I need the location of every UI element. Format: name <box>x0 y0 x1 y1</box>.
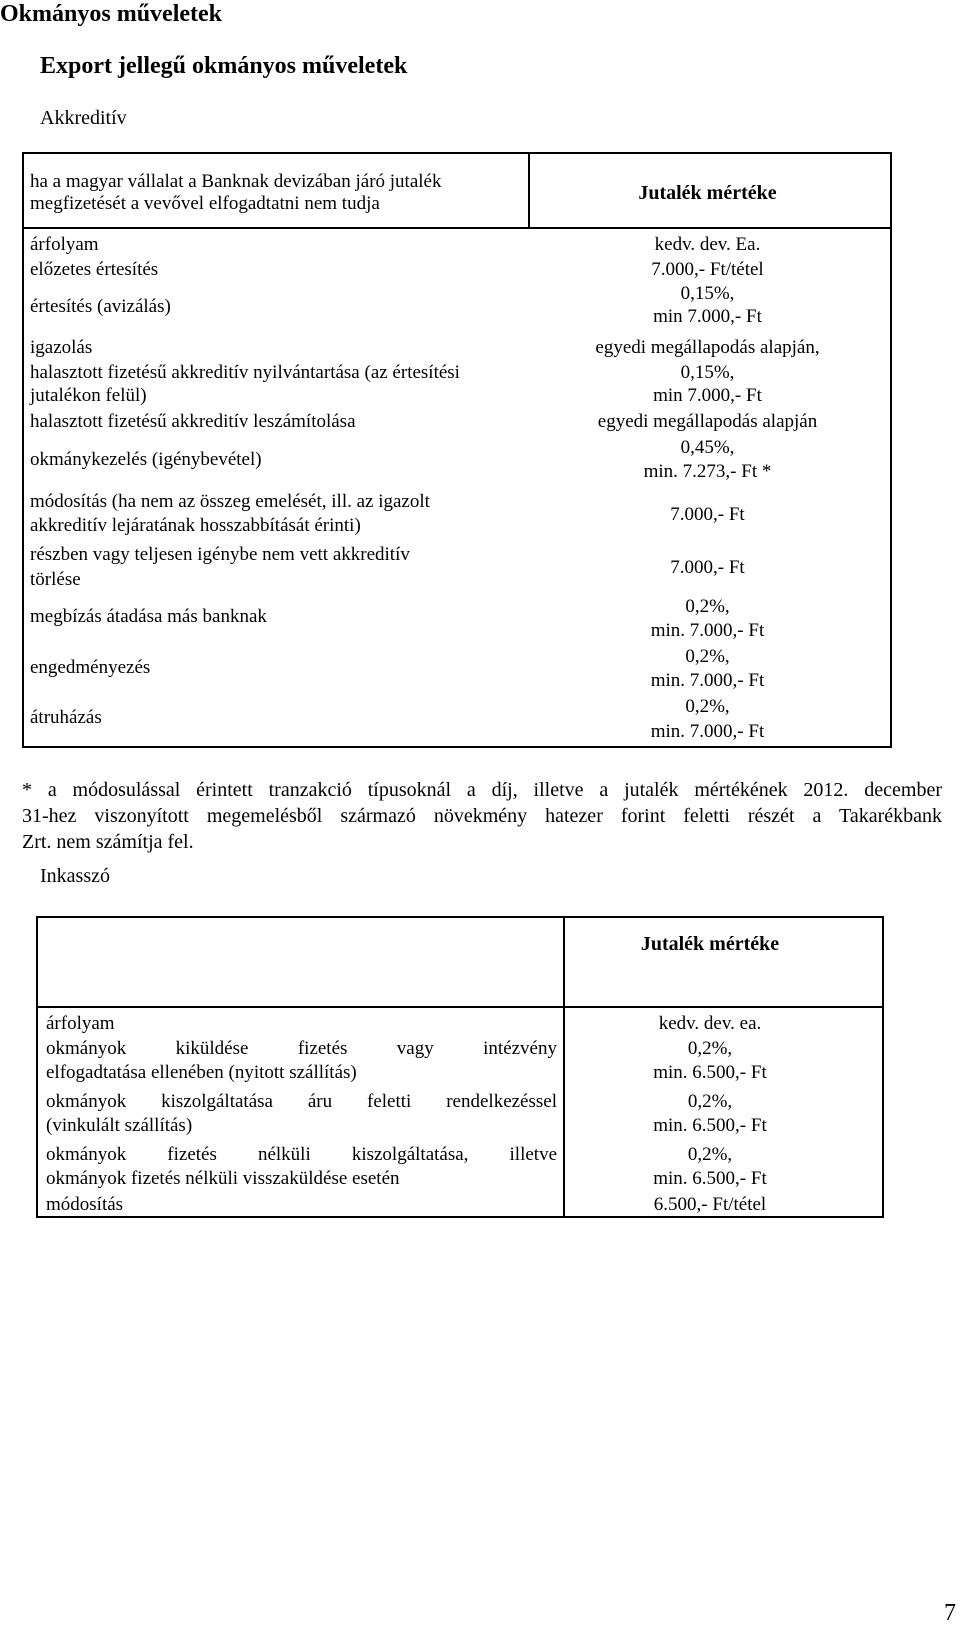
collection-column-divider <box>563 916 565 1218</box>
row-label: részben vagy teljesen igénybe nem vett akkreditív <box>30 544 410 565</box>
row-value: 7.000,- Ft <box>670 504 745 525</box>
row-value: 7.000,- Ft/tétel <box>651 259 764 280</box>
accreditive-header-left-line2: megfizetését a vevővel elfogadtatni nem tudja <box>30 193 380 214</box>
accreditive-header-divider <box>22 227 892 229</box>
row-label: engedményezés <box>30 657 151 678</box>
row-label: árfolyam <box>30 234 99 255</box>
accreditive-column-divider <box>528 152 530 229</box>
row-label: okmánykezelés (igénybevétel) <box>30 449 262 470</box>
accreditive-header-left-line1: ha a magyar vállalat a Banknak devizában járó jutalék <box>30 171 442 192</box>
row-value: 0,2%, <box>685 646 730 667</box>
row-label: módosítás (ha nem az összeg emelését, ill. az igazolt <box>30 491 430 512</box>
row-value: 0,2%, <box>685 696 730 717</box>
row-value: min. 6.500,- Ft <box>653 1168 767 1189</box>
row-value: min 7.000,- Ft <box>653 385 762 406</box>
row-label: igazolás <box>30 337 93 358</box>
row-label: jutalékon felül) <box>30 385 147 406</box>
row-value: egyedi megállapodás alapján <box>597 411 818 432</box>
collection-header-right: Jutalék mértéke <box>640 933 780 955</box>
accreditive-footnote <box>22 777 942 855</box>
row-value: 0,15%, <box>680 362 735 383</box>
footnote-line: 31-hez viszonyított megemelésből származó növekmény hatezer forint feletti részét a Takarékbank <box>22 805 942 827</box>
row-label: okmányok kiszolgáltatása áru feletti rendelkezéssel <box>46 1091 557 1112</box>
row-label: okmányok fizetés nélküli visszaküldése esetén <box>46 1168 400 1189</box>
row-value: min 7.000,- Ft <box>653 306 762 327</box>
row-label: akkreditív lejáratának hosszabbítását érinti) <box>30 515 361 536</box>
row-value: 0,2%, <box>687 1038 733 1059</box>
row-label: előzetes értesítés <box>30 259 159 280</box>
row-value: 0,2%, <box>687 1091 733 1112</box>
row-value: min. 7.000,- Ft <box>650 721 765 742</box>
row-value: 6.500,- Ft/tétel <box>653 1194 767 1215</box>
row-label: törlése <box>30 569 81 590</box>
row-value: kedv. dev. ea. <box>658 1013 762 1034</box>
row-label: megbízás átadása más banknak <box>30 606 267 627</box>
row-value: min. 6.500,- Ft <box>653 1115 767 1136</box>
page-number: 7 <box>944 1600 956 1626</box>
row-value: 0,15%, <box>680 283 735 304</box>
row-label: árfolyam <box>46 1013 115 1034</box>
row-label: okmányok kiküldése fizetés vagy intézvény <box>46 1038 557 1059</box>
footnote-line: * a módosulással érintett tranzakció típusoknál a díj, illetve a jutalék mértékének 2012. december <box>22 779 942 801</box>
row-value: min. 6.500,- Ft <box>653 1062 767 1083</box>
page-title: Okmányos műveletek <box>0 1 222 27</box>
row-label: elfogadtatása ellenében (nyitott szállítás) <box>46 1062 357 1083</box>
row-value: min. 7.273,- Ft * <box>643 461 772 482</box>
section-title: Export jellegű okmányos műveletek <box>40 53 408 79</box>
row-label: halasztott fizetésű akkreditív nyilvántartása (az értesítési <box>30 362 460 383</box>
accreditive-label: Akkreditív <box>40 107 127 129</box>
collection-label: Inkasszó <box>40 865 110 887</box>
row-value: egyedi megállapodás alapján, <box>595 337 820 358</box>
row-label: módosítás <box>46 1194 124 1215</box>
row-value: 0,2%, <box>685 596 730 617</box>
row-value: 0,45%, <box>680 437 735 458</box>
row-value: min. 7.000,- Ft <box>650 670 765 691</box>
row-value: kedv. dev. Ea. <box>654 234 761 255</box>
row-label: okmányok fizetés nélküli kiszolgáltatása, illetve <box>46 1144 557 1165</box>
collection-header-divider <box>36 1006 884 1008</box>
row-value: 0,2%, <box>687 1144 733 1165</box>
row-label: halasztott fizetésű akkreditív leszámítolása <box>30 411 356 432</box>
row-value: 7.000,- Ft <box>670 557 745 578</box>
footnote-line: Zrt. nem számítja fel. <box>22 831 194 853</box>
row-label: (vinkulált szállítás) <box>46 1115 193 1136</box>
row-label: értesítés (avizálás) <box>30 296 171 317</box>
row-label: átruházás <box>30 707 102 728</box>
row-value: min. 7.000,- Ft <box>650 620 765 641</box>
accreditive-header-right: Jutalék mértéke <box>638 182 777 204</box>
